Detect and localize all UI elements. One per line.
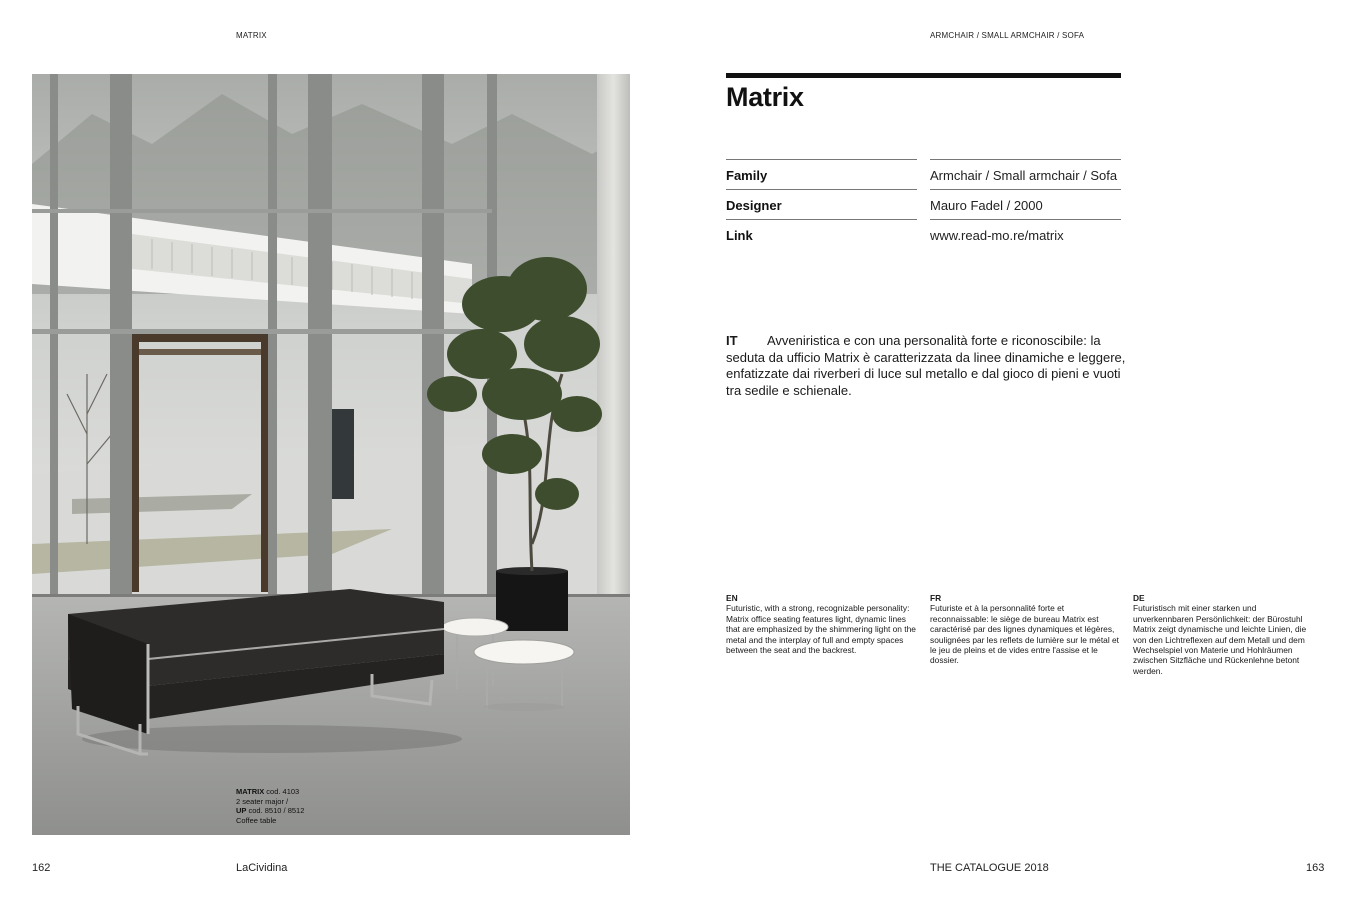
description-text: Futuristisch mit einer starken und unverkennbaren Persönlichkeit: der Bürostuhl Matrix zeigt dynamische und leichte Linien, die von den Lichtreflexen auf dem Metall und dem Wechselspiel von Materie und Hohlräumen zwischen Sitzfläche und Rückenlehne betont werden. [1133,603,1307,676]
description-it [726,333,1126,399]
description-de [1133,593,1319,676]
caption-line-3: UP cod. 8510 / 8512 [236,806,305,815]
lobby-scene-illustration [32,74,630,835]
spec-label: Designer [726,189,917,220]
spec-row-link [726,219,1121,249]
language-code: IT [726,333,738,348]
description-fr [930,593,1120,666]
page-number-right: 163 [1306,862,1325,874]
product-title: Matrix [726,82,804,112]
spec-row-family [726,159,1121,189]
description-text: Futuristic, with a strong, recognizable personality: Matrix office seating features light, dynamic lines that are emphasized by the shimmering light on the metal and the interplay of full and empty spaces between the seat and the backrest. [726,603,916,656]
language-code: FR [930,593,942,603]
spec-row-designer [726,189,1121,219]
language-code: EN [726,593,738,603]
product-photo [32,74,630,835]
description-text: Futuriste et à la personnalité forte et reconnaissable: le siège de bureau Matrix est caractérisé par des lignes dynamiques et légères, soulignées par les reflets de lumière sur le métal et le jeu de pleins et de vides entre l'assise et le dossier. [930,603,1119,666]
spec-label: Link [726,219,917,250]
spec-value: Armchair / Small armchair / Sofa [930,159,1121,190]
spec-link[interactable]: www.read-mo.re/matrix [930,219,1121,250]
language-code: DE [1133,593,1145,603]
title-rule [726,73,1121,78]
spec-label: Family [726,159,917,190]
running-head-left: MATRIX [236,31,267,40]
catalogue-title: THE CATALOGUE 2018 [930,862,1049,874]
running-head-right: ARMCHAIR / SMALL ARMCHAIR / SOFA [930,31,1085,40]
description-en [726,593,916,655]
spec-value: Mauro Fadel / 2000 [930,189,1121,220]
photo-caption [236,787,304,825]
caption-line-1: MATRIX cod. 4103 [236,787,300,796]
caption-line-2: 2 seater major / [236,796,289,806]
page-number-left: 162 [32,862,51,874]
brand-name: LaCividina [236,862,288,874]
description-text: Avveniristica e con una personalità forte e riconoscibile: la seduta da ufficio Matrix è caratterizzata da linee dinamiche e leggere, enfatizzate dai riverberi di luce sul metallo e dal gioco di pieni e vuoti tra sedile e schienale. [726,333,1126,398]
caption-line-4: Coffee table [236,815,277,825]
